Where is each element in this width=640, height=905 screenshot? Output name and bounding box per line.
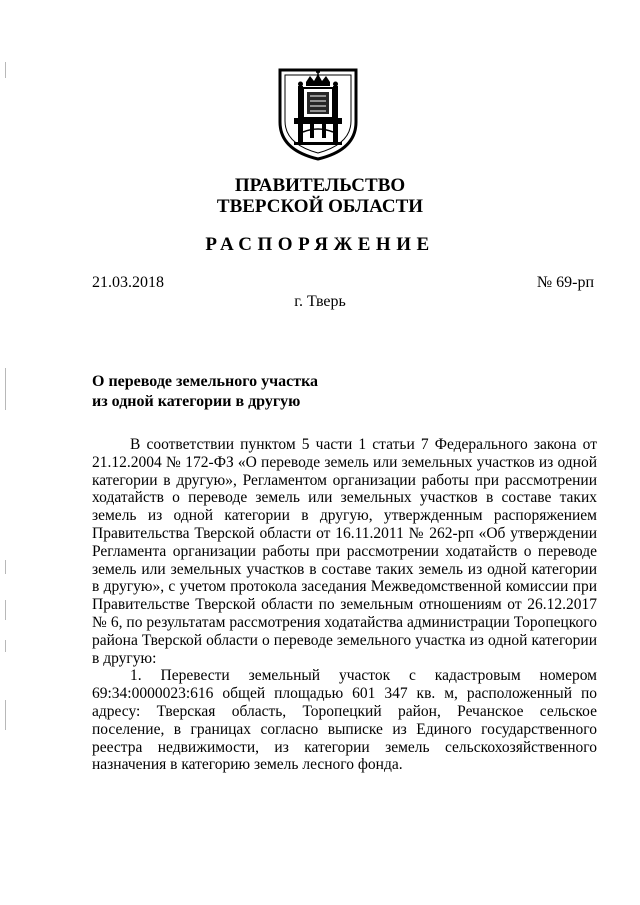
- scan-edge-mark: [5, 700, 6, 730]
- subject-line: из одной категории в другую: [92, 393, 301, 410]
- body-paragraph: 1. Перевести земельный участок с кадастровым номером 69:34:0000023:616 общей площадью 601 347 кв. м, расположенный по адресу: Тверская область, Торопецкий район, Речанское сельское поселение, в границах согласно выписке из Единого государственного реестра недвижимости, из категории земель сельскохозяйственного назначения в категорию земель лесного фонда.: [92, 667, 597, 774]
- document-place: г. Тверь: [294, 293, 346, 310]
- scan-edge-mark: [5, 560, 6, 574]
- document-number: № 69-рп: [536, 274, 594, 291]
- scan-edge-mark: [5, 600, 6, 620]
- scan-edge-mark: [5, 368, 6, 410]
- government-title-line1: ПРАВИТЕЛЬСТВО: [234, 175, 406, 196]
- coat-of-arms-icon: [276, 66, 360, 162]
- scan-edge-mark: [5, 62, 6, 78]
- document-type-heading: РАСПОРЯЖЕНИЕ: [205, 234, 435, 255]
- document-body: [92, 436, 597, 774]
- document-subject: [92, 372, 318, 412]
- government-title-line2: ТВЕРСКОЙ ОБЛАСТИ: [216, 196, 424, 217]
- body-paragraph: В соответствии пунктом 5 части 1 статьи 7 Федерального закона от 21.12.2004 № 172-ФЗ «О переводе земель или земельных участков из одной категории в другую», Регламентом организации работы при рассмотрении ходатайств о переводе земель или земельных участков в составе таких земель из одной категории в другую, утвержденным распоряжением Правительства Тверской области от 16.11.2011 № 262-рп «Об утверждении Регламента организации работы при рассмотрении ходатайств о переводе земель или земельных участков в составе таких земель из одной категории в другую», с учетом протокола заседания Межведомственной комиссии при Правительстве Тверской области по земельным отношениям от 26.12.2017 № 6, по результатам рассмотрения ходатайства администрации Торопецкого района Тверской области о переводе земельного участка из одной категории в другую:: [92, 436, 597, 667]
- document-date: 21.03.2018: [92, 274, 164, 291]
- scan-edge-mark: [5, 640, 6, 652]
- subject-line: О переводе земельного участка: [92, 373, 319, 390]
